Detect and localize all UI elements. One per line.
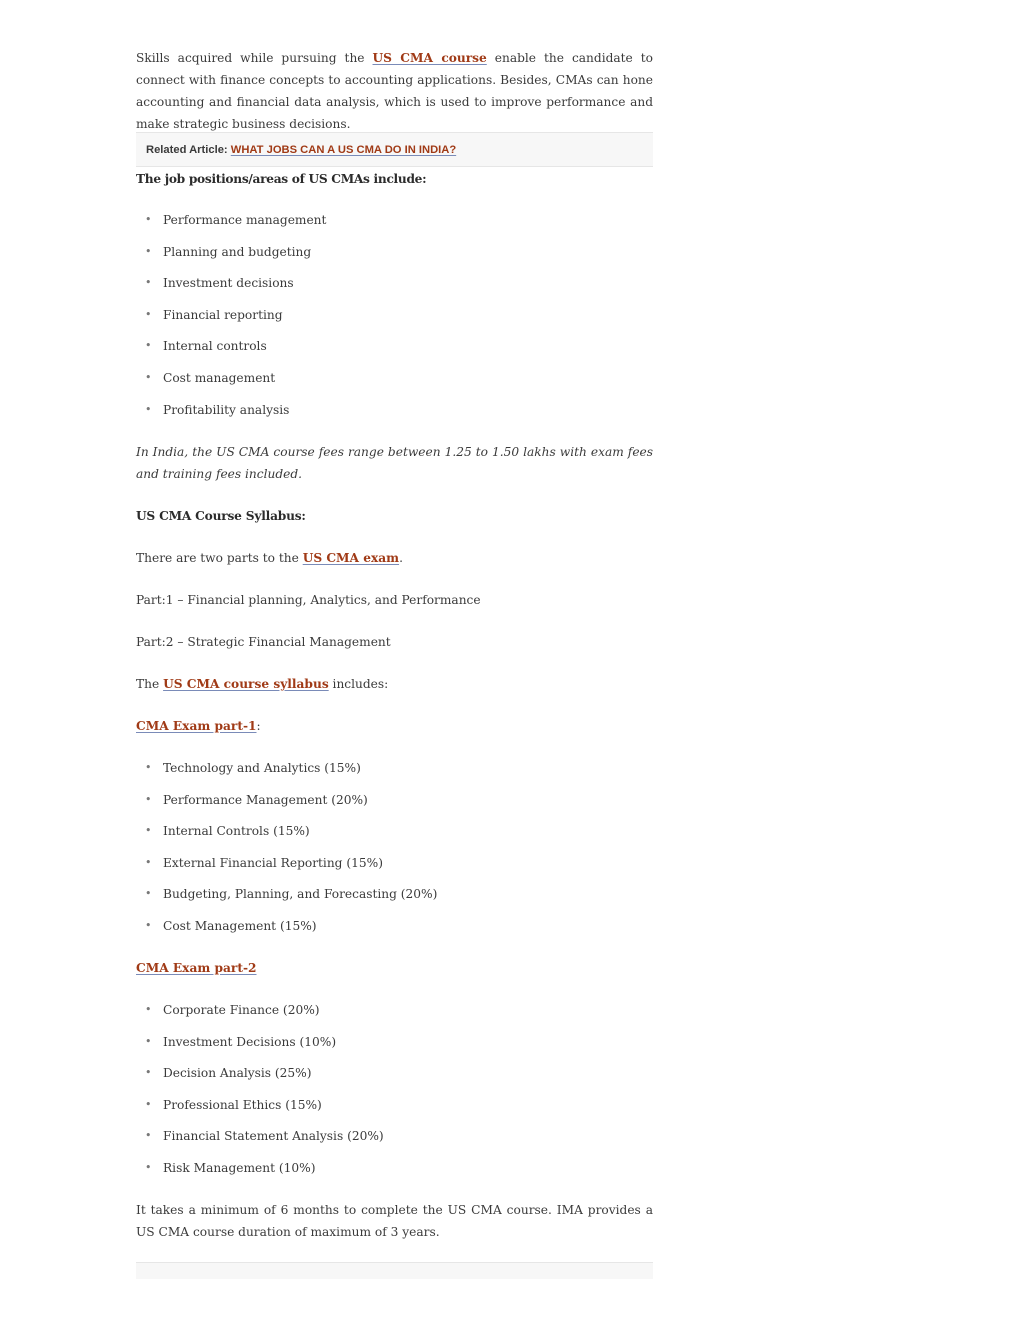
list-item: • Technology and Analytics (15%) [136, 757, 437, 789]
us-cma-course-link[interactable]: US CMA course [372, 51, 487, 65]
exam-parts-post: . [399, 551, 403, 565]
exam-part2-heading [136, 957, 257, 979]
part1-line: Part:1 – Financial planning, Analytics, and Performance [136, 593, 481, 607]
related-article-link[interactable]: WHAT JOBS CAN A US CMA DO IN INDIA? [230, 144, 457, 156]
fees-note-text: In India, the US CMA course fees range between 1.25 to 1.50 lakhs with exam fees and training fees included. [136, 445, 653, 481]
duration-text: It takes a minimum of 6 months to complete the US CMA course. IMA provides a US CMA course duration of maximum of 3 years. [136, 1203, 653, 1239]
jobs-heading: The job positions/areas of US CMAs include: [136, 172, 427, 186]
exam-part1-suffix: : [256, 719, 261, 733]
list-item: • Budgeting, Planning, and Forecasting (20%) [136, 883, 437, 915]
exam-parts-line [136, 547, 403, 569]
bottom-divider-box [136, 1262, 653, 1279]
list-item: • Corporate Finance (20%) [136, 999, 384, 1031]
list-item: • Planning and budgeting [136, 241, 326, 273]
includes-post: includes: [328, 677, 389, 691]
syllabus-heading: US CMA Course Syllabus: [136, 509, 306, 523]
list-item: • Cost Management (15%) [136, 915, 437, 947]
list-item: • Performance Management (20%) [136, 789, 437, 821]
cma-exam-part1-link[interactable]: CMA Exam part-1 [136, 719, 257, 733]
exam-part1-heading [136, 715, 261, 737]
list-item: • Internal Controls (15%) [136, 820, 437, 852]
related-article-box [136, 132, 653, 167]
us-cma-exam-link[interactable]: US CMA exam [302, 551, 400, 565]
us-cma-syllabus-link[interactable]: US CMA course syllabus [163, 677, 329, 691]
part2-line: Part:2 – Strategic Financial Management [136, 635, 391, 649]
includes-pre: The [136, 677, 164, 691]
list-item: • Performance management [136, 209, 326, 241]
cma-exam-part2-link[interactable]: CMA Exam part-2 [136, 961, 257, 975]
list-item: • Internal controls [136, 335, 326, 367]
list-item: • Investment Decisions (10%) [136, 1031, 384, 1063]
related-article-label: Related Article: [146, 144, 231, 156]
intro-text-pre: Skills acquired while pursuing the [136, 51, 373, 65]
exam-part1-list [136, 757, 437, 947]
list-item: • Financial Statement Analysis (20%) [136, 1125, 384, 1157]
list-item: • External Financial Reporting (15%) [136, 852, 437, 884]
fees-note [136, 441, 653, 485]
duration-paragraph [136, 1199, 653, 1243]
list-item: • Investment decisions [136, 272, 326, 304]
jobs-list [136, 209, 326, 430]
exam-parts-pre: There are two parts to the [136, 551, 303, 565]
intro-text-post: enable the candidate to connect with finance concepts to accounting applications. Besides, CMAs can hone accounting and financial data analysis, which is used to improve performance and make strategic business decisions. [136, 51, 653, 131]
exam-part2-list [136, 999, 384, 1189]
list-item: • Decision Analysis (25%) [136, 1062, 384, 1094]
list-item: • Cost management [136, 367, 326, 399]
intro-paragraph [136, 47, 653, 135]
list-item: • Risk Management (10%) [136, 1157, 384, 1189]
syllabus-includes-line [136, 673, 388, 695]
list-item: • Profitability analysis [136, 399, 326, 431]
list-item: • Professional Ethics (15%) [136, 1094, 384, 1126]
list-item: • Financial reporting [136, 304, 326, 336]
